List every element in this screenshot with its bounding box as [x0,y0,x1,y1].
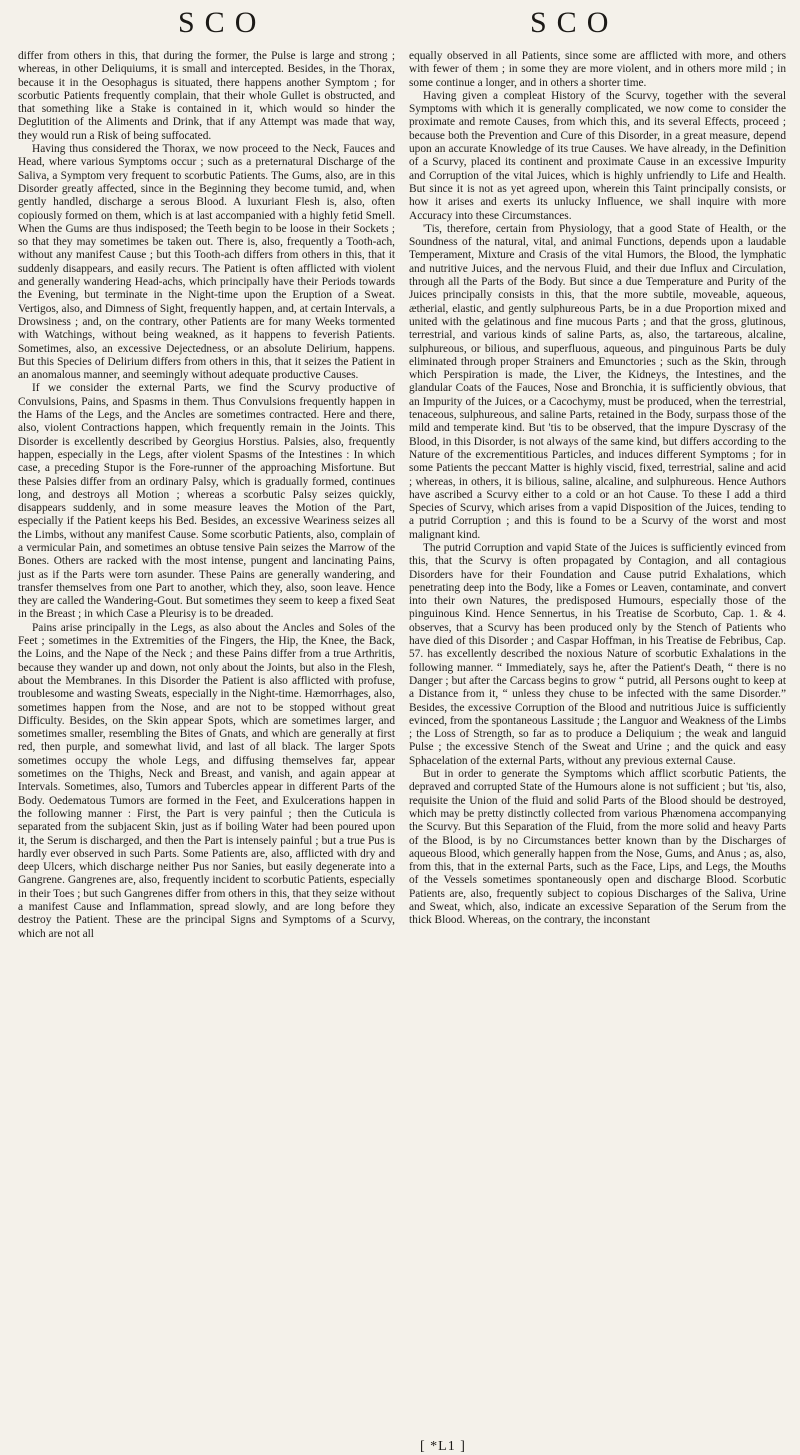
left-column [18,50,395,941]
paragraph: 'Tis, therefore, certain from Physiology, that a good State of Health, or the Soundness of the natural, vital, and animal Functions, depends upon a laudable Temperament, Mixture and Crasis of the vital Humors, the Blood, the lymphatic and nutritive Juices, and the nervous Fluid, and their due Influx and Circulation, through all the Parts of the Body. But since a due Temperature and Purity of the Juices principally consists in this, that the more subtile, moveable, aqueous, ætherial, elastic, and gently sulphureous Parts, be in a due Proportion mixed and united with the gelatinous and fine mucous Parts ; and that the gross, glutinous, terrestrial, and various kinds of saline Parts, as, also, the tartareous, alcaline, sulphureous, or bilious, and superfluous, aqueous, and pinguinous Parts be duly eliminated through proper Strainers and Emunctories ; such as the Skin, through which Perspiration is made, the Liver, the Kidneys, the Intestines, and the glandular Coats of the Fauces, Nose and Bronchia, it is sufficiently obvious, that an Impurity of the Juices, or a Cacochymy, must be produced, when the terrestrial, tenaceous, sulphureous, and saline Parts, retained in the Body, surpass those of the mild and temperate kind. But 'tis to be observed, that the impure Dyscrasy of the Blood, in this Disorder, is not always of the same kind, but differs according to the Nature of the excrementitious Particles, and induces different Symptoms ; for in some Patients the peccant Matter is highly viscid, fixed, terrestrial, saline and acid ; whereas, in others, it is bilious, saline, alcaline, and sulphureous. Hence Authors have ascribed a Scurvy either to a cold or an hot Cause. To these I add a third Species of Scurvy, which arises from a vapid Disposition of the Juices, tending to a putrid Corruption ; and this is found to be a Scurvy of the worst and most malignant kind. [409,222,786,541]
right-column [409,50,786,941]
running-header [10,0,790,52]
left-running-head: SCO [178,6,267,39]
right-running-head: SCO [530,6,619,39]
signature-mark: [ *L1 ] [420,1439,466,1454]
paragraph: If we consider the external Parts, we find the Scurvy productive of Convulsions, Pains, and Spasms in them. Thus Convulsions frequently happen in the Hams of the Legs, and the Ancles are sometimes contracted. Here and there, also, violent Contractions happen, which frequently remain in the Joints. This Disorder is excellently described by Georgius Horstius. Palsies, also, frequently happen, especially in the Legs, after violent Spasms of the Intestines : In which case, a preceding Stupor is the Fore-runner of the approaching Misfortune. But these Palsies differ from an ordinary Palsy, which is gradually formed, continues long, and destroys all Motion ; whereas a scorbutic Palsy seizes quickly, disappears suddenly, and in some measure leaves the Motion of the Part, especially if the Patient keeps his Bed. Besides, an excessive Weariness seizes all the Limbs, without any manifest Cause. Some scorbutic Patients, also, complain of a vermicular Pain, and sometimes an obtuse tensive Pain seizes the Marrow of the Bones. Others are racked with the most intense, pungent and lancinating Pains, just as if the Parts were torn asunder. These Pains are generally wandering, and transfer themselves from one Part to another, which they, also, soon leave. Hence they are called the Wandering-Gout. But sometimes they seem to keep a fixed Seat in the Breast ; in which Case a Pleurisy is to be dreaded. [18,382,395,621]
paragraph: The putrid Corruption and vapid State of the Juices is sufficiently evinced from this, that the Scurvy is often propagated by Contagion, and all contagious Disorders have for their Foundation and Cause putrid Exhalations, which penetrating deep into the Body, like a Fomes or Leaven, contaminate, and convert into their own Natures, the predisposed Humours, especially those of the pinguinous Kind. Hence Sennertus, in his Treatise de Scorbuto, Cap. 1. & 4. observes, that a Scurvy has been produced only by the Stench of Patients who have died of this Disorder ; and Caspar Hoffman, in his Treatise de Febribus, Cap. 57. has excellently described the noxious Nature of scorbutic Exhalations in the following manner. “ Immediately, says he, after the Patient's Death, “ there is no Danger ; but after the Carcass begins to grow “ putrid, all Persons ought to keep at a Distance from it, “ unless they chuse to be infected with the same Disorder.” Besides, the excessive Corruption of the Blood and nutritious Juice is sufficiently evinced, from the spontaneous Lassitude ; the Languor and Weakness of the Limbs ; the Loss of Strength, so far as to produce a Deliquium ; the weak and languid Pulse ; the excessive Stench of the Sweat and Urine ; and the quick and easy Sphacelation of the external Parts, without any previous external Cause. [409,541,786,767]
paragraph: Having thus considered the Thorax, we now proceed to the Neck, Fauces and Head, where various Symptoms occur ; such as a preternatural Discharge of the Saliva, a Symptom very frequent to scorbutic Patients. The Gums, also, are in this Disorder greatly affected, since in the Beginning they become tumid, and, when gently handled, discharge a serous Blood. A luxuriant Flesh is, also, often copiously formed on them, which is at last accompanied with a highly fetid Smell. When the Gums are thus indisposed; the Teeth begin to be loose in their Sockets ; so that they may sometimes be taken out. There is, also, frequently a Tooth-ach, without any manifest Cause ; but this Tooth-ach differs from others in this, that it suddenly disappears, and easily recurs. The Patient is often afflicted with violent and generally wandering Head-achs, which principally have their Periods towards the Evening, but terminate in the Night-time upon the Eruption of a Sweat. Vertigos, also, and Dimness of Sight, frequently happen, and, at certain Intervals, a Drowsiness ; and, on the contrary, other Patients are for many Weeks tormented with Watchings, without being weakned, as it happens to feverish Patients. Sometimes, also, an excessive Dejectedness, or an absolute Delirium, happens. But this Species of Delirium differs from others in this, that it seizes the Patient in an anomalous manner, and seemingly without adequate productive Causes. [18,143,395,382]
paragraph: equally observed in all Patients, since some are afflicted with more, and others with fewer of them ; in some they are more violent, and in others more mild ; in some continue a longer, and in others a shorter time. [409,50,786,89]
paragraph: Having given a compleat History of the Scurvy, together with the several Symptoms with which it is generally complicated, we now come to consider the proximate and remote Causes, from which this, and its several Effects, proceed ; because both the Prevention and Cure of this Disorder, in a great measure, depend upon an accurate Knowledge of its true Causes. We have already, in the Definition of a Scurvy, placed its continent and proximate Cause in an excessive Impurity and Corruption of the vital Juices, which is highly unfriendly to Life and Health. But since it is not as yet agreed upon, wherein this Taint principally consists, or how it arises and exerts its unlucky Influence, we shall inquire with more Accuracy into these Circumstances. [409,89,786,222]
paragraph: But in order to generate the Symptoms which afflict scorbutic Patients, the depraved and corrupted State of the Humours alone is not sufficient ; but 'tis, also, requisite the Union of the fluid and solid Parts of the Blood should be destroyed, which may be pretty distinctly collected from various Phænomena accompanying the Scurvy. But this Separation of the Fluid, from the more solid and heavy Parts of the Blood, is by no Circumstances better known than by the Discharges of aqueous Blood, which generally happen from the Nose, Gums, and Anus ; as, also, from this, that in the external Parts, such as the Face, Lips, and Legs, the Mouths of the Vessels sometimes spontaneously open and discharge Blood. Scorbutic Patients are, also, frequently subject to copious Discharges of the Saliva, Urine and Sweat, which, also, indicate an excessive Separation of the Serum from the thick Blood. Whereas, on the contrary, the inconstant [409,768,786,927]
paragraph: Pains arise principally in the Legs, as also about the Ancles and Soles of the Feet ; sometimes in the Extremities of the Fingers, the Hip, the Knee, the Back, the Loins, and the Nape of the Neck ; and these Pains differ from a true Arthritis, because they wander up and down, not only about the Joints, but also in the Flesh, about the Membranes. In this Disorder the Patient is also afflicted with profuse, troublesome and wasting Sweats, especially in the Night-time. Hæmorrhages, also, sometimes happen from the Nose, and are not to be stopped without great Difficulty. Besides, on the Skin appear Spots, which are sometimes larger, and sometimes smaller, resembling the Bites of Gnats, and which are generally at first red, then purple, and somewhat livid, and last of all black. The larger Spots sometimes occupy the whole Legs, and diffusing themselves far, appear sometimes on the Thighs, Neck and Breast, and vanish, and again appear at Intervals. Sometimes, also, Tumors and Tubercles appear in different Parts of the Body. Oedematous Tumors are formed in the Feet, and Exulcerations happen in the following manner : First, the Part is very painful ; then the Cuticula is separated from the subjacent Skin, just as if boiling Water had been poured upon it, the Serum is discharged, and then the Part is intensely painful ; but a true Pus is hardly ever observed in such Parts. Some Patients are, also, afflicted with dry and deep Ulcers, which discharge neither Pus nor Sanies, but easily degenerate into a Gangrene. Gangrenes are, also, frequently incident to scorbutic Patients, especially in their Toes ; but such Gangrenes differ from others in this, that they seize without a manifest Cause and Inflammation, spread slowly, and are long before they destroy the Patient. These are the principal Signs and Symptoms of a Scurvy, which are not all [18,621,395,940]
paragraph: differ from others in this, that during the former, the Pulse is large and strong ; whereas, in other Deliquiums, it is small and intercepted. Besides, in the Thorax, because it in the Oesophagus is situated, there happens another Symptom ; for scorbutic Patients frequently complain, that their whole Gullet is obstructed, and that something like a Stake is contained in it, which would so hinder the Deglutition of the Aliments and Drink, that if any Attempt was made that way, they would run a Risk of being suffocated. [18,50,395,142]
text-columns [18,50,786,941]
